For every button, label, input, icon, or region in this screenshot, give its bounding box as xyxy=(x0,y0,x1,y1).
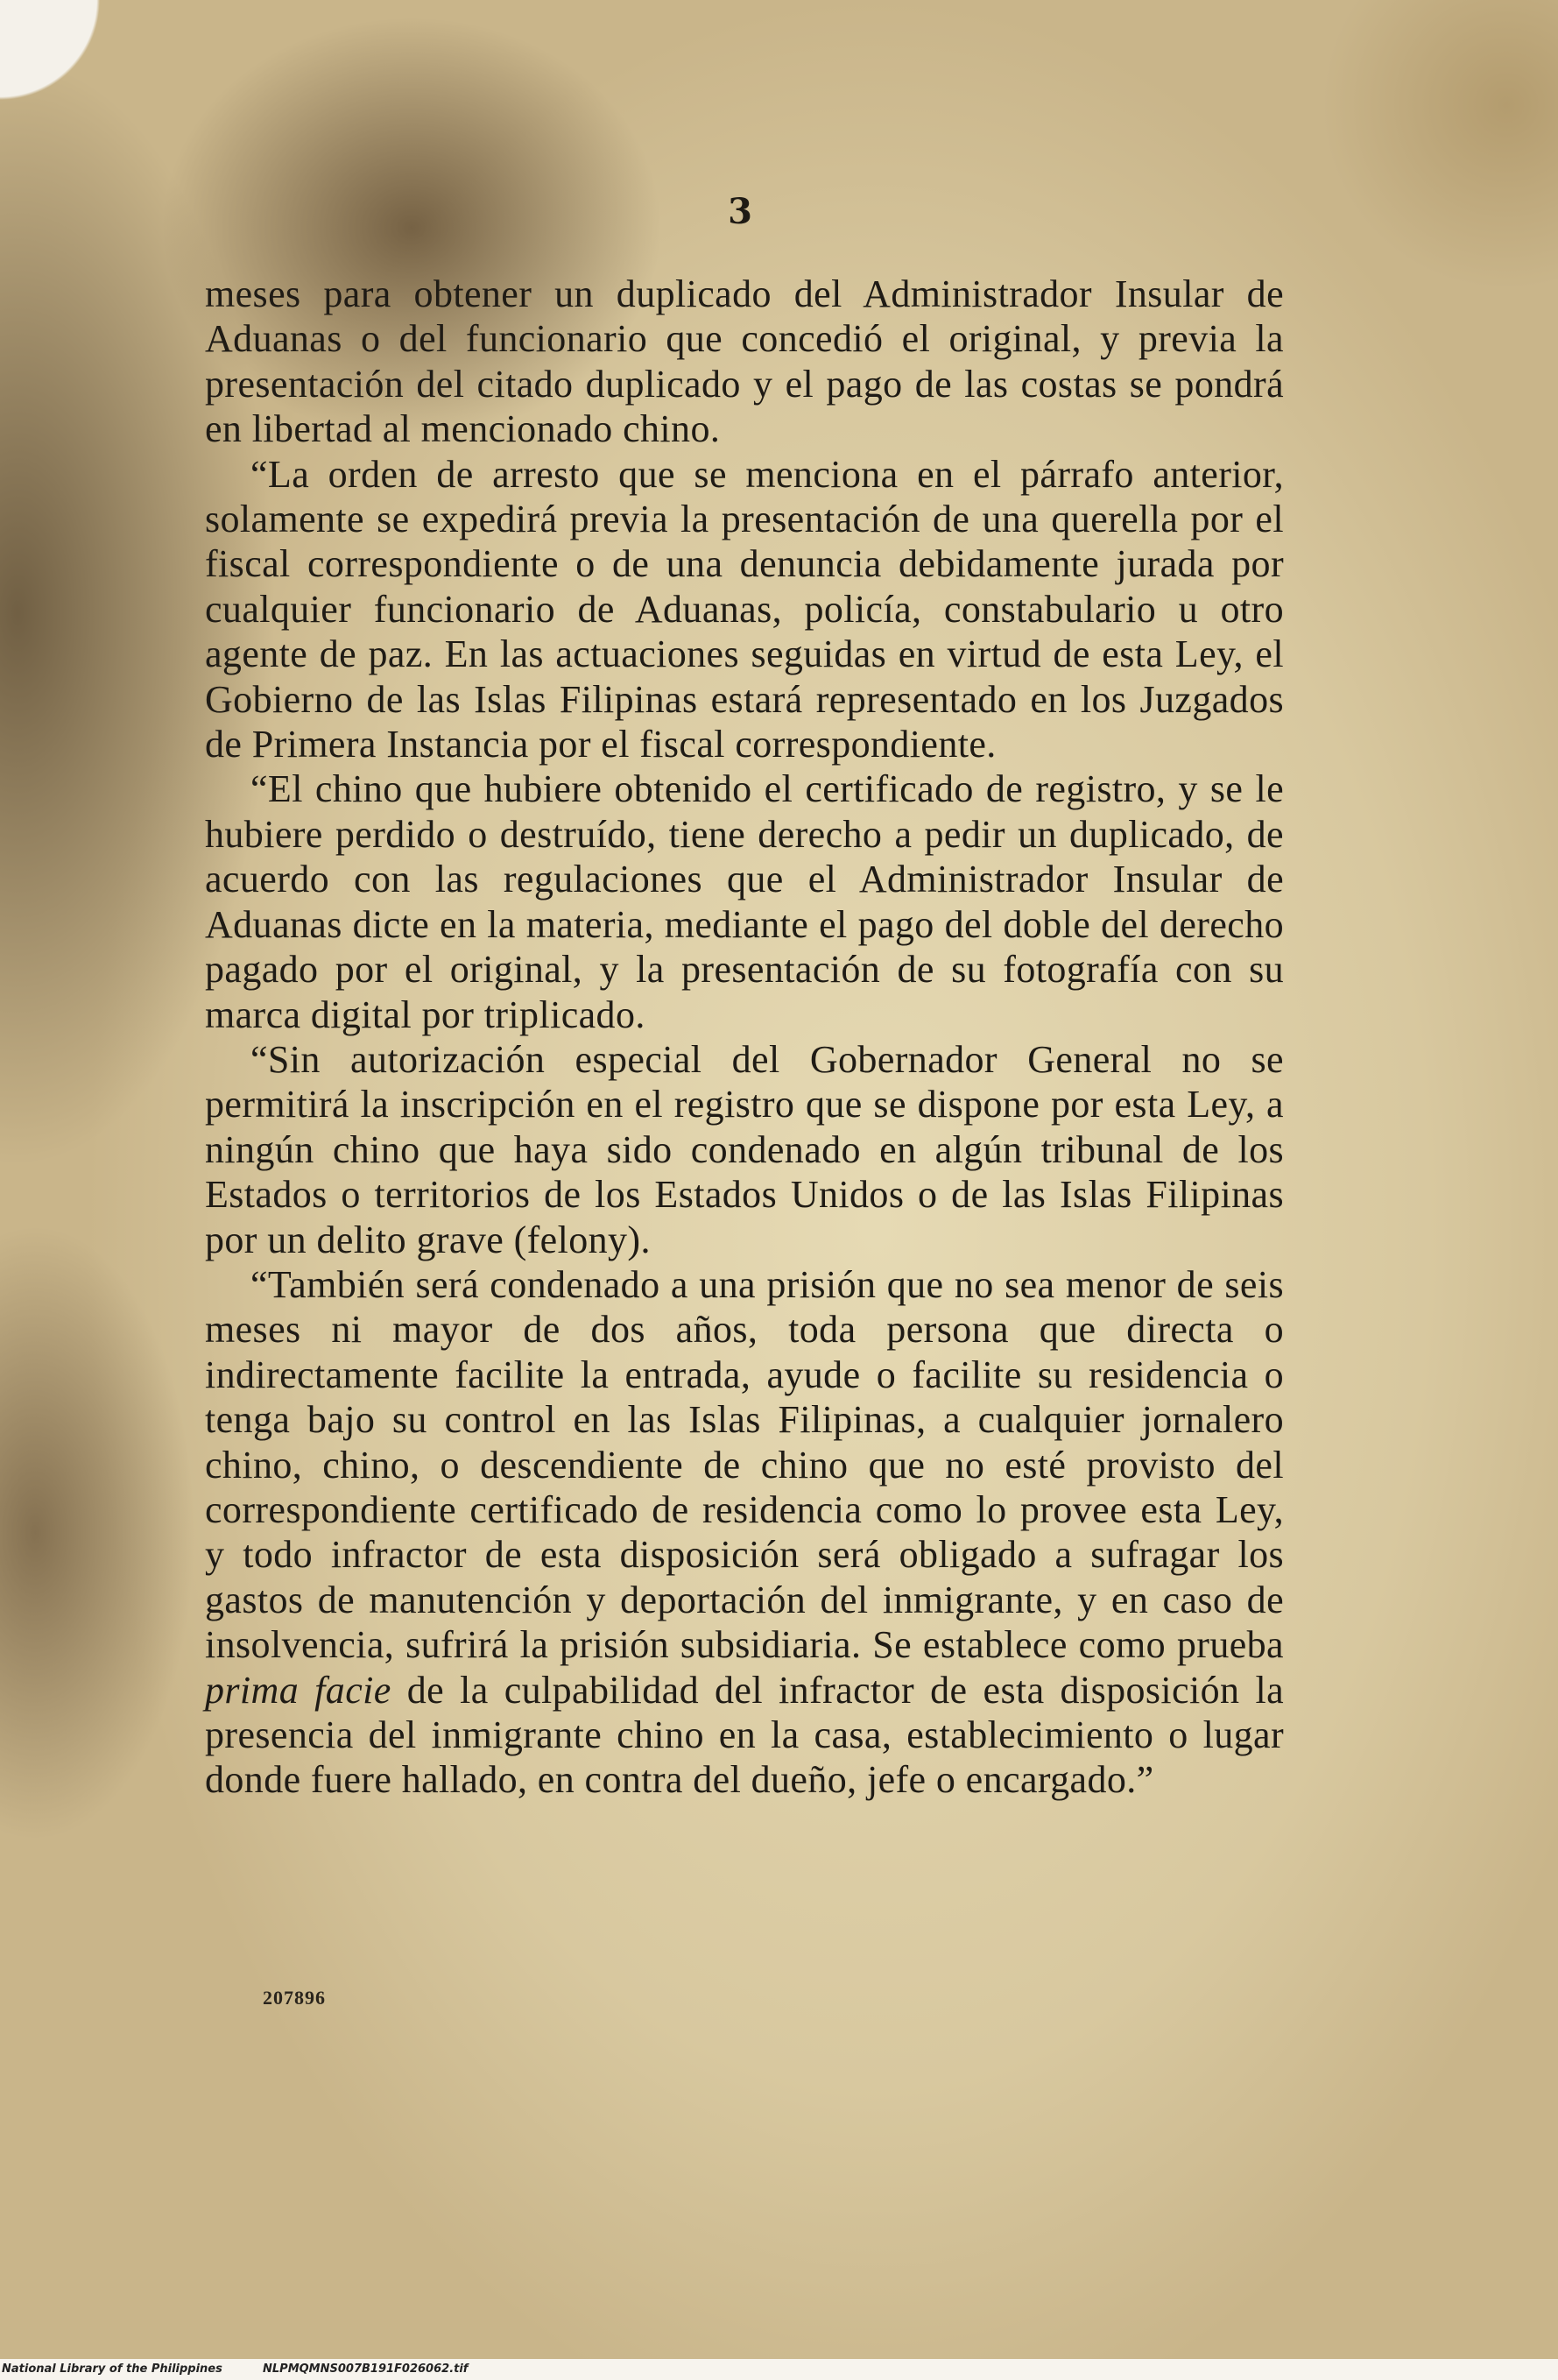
paragraph-5 xyxy=(205,1262,1284,1803)
print-code: 207896 xyxy=(263,1987,326,2009)
scan-footer xyxy=(0,2359,1558,2380)
paragraph-1: meses para obtener un duplicado del Administrador Insular de Aduanas o del funcionario que concedió el original, y previa la presentación del citado duplicado y el pago de las costas se pondrá en libertad al mencionado chino. xyxy=(205,272,1284,451)
footer-library: National Library of the Philippines xyxy=(2,2362,222,2376)
paragraph-4: “Sin autorización especial del Gobernador General no se permitirá la inscripción en el registro que se dispone por esta Ley, a ningún chino que haya sido condenado en algún tribunal de los Estados o territorios de los Estados Unidos o de las Islas Filipinas por un delito grave (felony). xyxy=(205,1037,1284,1261)
body-text xyxy=(205,272,1284,1803)
footer-filename: NLPMQMNS007B191F026062.tif xyxy=(263,2362,469,2376)
torn-corner xyxy=(0,0,114,114)
paragraph-3: “El chino que hubiere obtenido el certificado de registro, y se le hubiere perdido o destruído, tiene derecho a pedir un duplicado, de acuerdo con las regulaciones que el Administrador Insular de Aduanas dicte en la materia, mediante el pago del doble del derecho pagado por el original, y la presentación de su fotografía con su marca digital por triplicado. xyxy=(205,767,1284,1036)
paragraph-5-text-after: de la culpabilidad del infractor de esta disposición la presencia del inmigrante chino en la casa, establecimiento o lugar donde fuere hallado, en contra del dueño, jefe o encargado.” xyxy=(205,1668,1285,1802)
paragraph-2: “La orden de arresto que se menciona en el párrafo anterior, solamente se expedirá previa la presentación de una querella por el fiscal correspondiente o de una denuncia debidamente jurada por cualquier funcionario de Aduanas, policía, constabulario u otro agente de paz. En las actuaciones seguidas en virtud de esta Ley, el Gobierno de las Islas Filipinas estará representado en los Juzgados de Primera Instancia por el fiscal correspondiente. xyxy=(205,452,1284,766)
paragraph-5-text-before: “También será condenado a una prisión que no sea menor de seis meses ni mayor de dos años, toda persona que directa o indirectamente facilite la entrada, ayude o facilite su residencia o tenga bajo su control en las Islas Filipinas, a cualquier jornalero chino, chino, o descendiente de chino que no esté provisto del correspondiente certificado de residencia como lo provee esta Ley, y todo infractor de esta disposición será obligado a sufragar los gastos de manutención y deportación del inmigrante, y en caso de insolvencia, sufrirá la prisión subsidiaria. Se establece como prueba xyxy=(205,1262,1284,1667)
page-number: 3 xyxy=(728,191,752,232)
paragraph-5-italic-phrase: prima facie xyxy=(205,1668,391,1712)
